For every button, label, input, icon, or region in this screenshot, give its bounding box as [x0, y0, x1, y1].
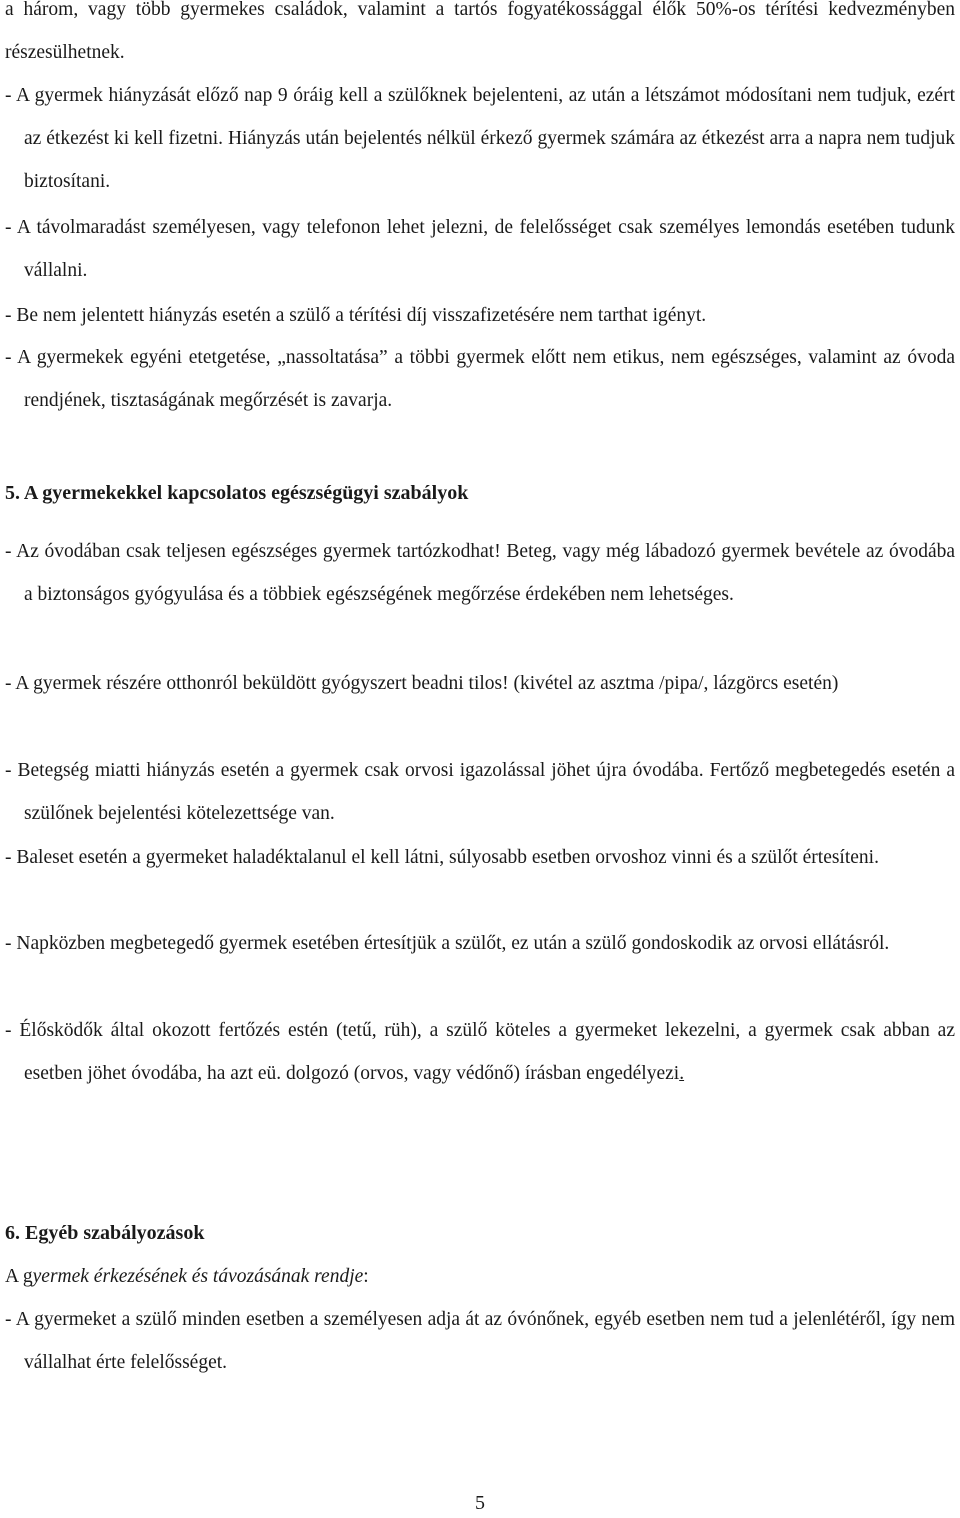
section-5-item-1: - Az óvodában csak teljesen egészséges gyermek tartózkodhat! Beteg, vagy még lábadozó gyermek bevétele az óvodába a biztonságos gyógyulása és a többiek egészségének megőrzése érdekében nem lehetséges.: [5, 541, 955, 605]
subtitle-italic: yermek érkezésének és távozásának rendje: [32, 1266, 364, 1287]
intro-paragraph-4: - Be nem jelentett hiányzás esetén a szülő a térítési díj visszafizetésére nem tarthat igényt.: [5, 305, 707, 326]
section-5-item-6-end: .: [679, 1063, 685, 1084]
section-5-title: 5. A gyermekekkel kapcsolatos egészségügyi szabályok: [5, 482, 469, 504]
section-5-item-2: - A gyermek részére otthonról beküldött gyógyszert beadni tilos! (kivétel az asztma /pipa/, lázgörcs esetén): [5, 673, 839, 694]
intro-paragraph-3: - A távolmaradást személyesen, vagy telefonon lehet jelezni, de felelősséget csak személyes lemondás esetében tudunk vállalni.: [5, 217, 955, 281]
intro-paragraph-2: - A gyermek hiányzását előző nap 9 óráig kell a szülőknek bejelenteni, az után a létszámot módosítani nem tudjuk, ezért az étkezést ki kell fizetni. Hiányzás után bejelentés nélkül érkező gyermek számára az étkezést arra a napra nem tudjuk biztosítani.: [5, 85, 955, 192]
section-5-item-4: - Baleset esetén a gyermeket haladéktalanul el kell látni, súlyosabb esetben orvoshoz vinni és a szülőt értesíteni.: [5, 847, 879, 868]
section-6-subtitle: [5, 1255, 369, 1298]
intro-paragraph-1: a három, vagy több gyermekes családok, valamint a tartós fogyatékossággal élők 50%-os térítési kedvezményben részesülhetnek.: [5, 0, 955, 63]
intro-paragraph-5: - A gyermekek egyéni etetgetése, „nassoltatása” a többi gyermek előtt nem etikus, nem egészséges, valamint az óvoda rendjének, tisztaságának megőrzését is zavarja.: [5, 347, 955, 411]
page-number: 5: [475, 1492, 485, 1514]
subtitle-prefix: A g: [5, 1266, 33, 1287]
section-6-item-1: - A gyermeket a szülő minden esetben a személyesen adja át az óvónőnek, egyéb esetben nem tud a jelenlétéről, így nem vállalhat érte felelősséget.: [5, 1309, 955, 1373]
section-5-item-3: - Betegség miatti hiányzás esetén a gyermek csak orvosi igazolással jöhet újra óvodába. Fertőző megbetegedés esetén a szülőnek bejelentési kötelezettsége van.: [5, 760, 955, 824]
section-5-item-6-text: - Élősködők által okozott fertőzés estén (tetű, rüh), a szülő köteles a gyermeket lekezelni, a gyermek csak abban az esetben jöhet óvodába, ha azt eü. dolgozó (orvos, vagy védőnő) írásban engedélyezi: [5, 1020, 955, 1084]
subtitle-suffix: :: [363, 1266, 369, 1287]
section-6-title: 6. Egyéb szabályozások: [5, 1222, 205, 1244]
section-5-item-5: - Napközben megbetegedő gyermek esetében értesítjük a szülőt, ez után a szülő gondoskodik az orvosi ellátásról.: [5, 933, 890, 954]
section-5-item-6: [5, 1009, 955, 1095]
